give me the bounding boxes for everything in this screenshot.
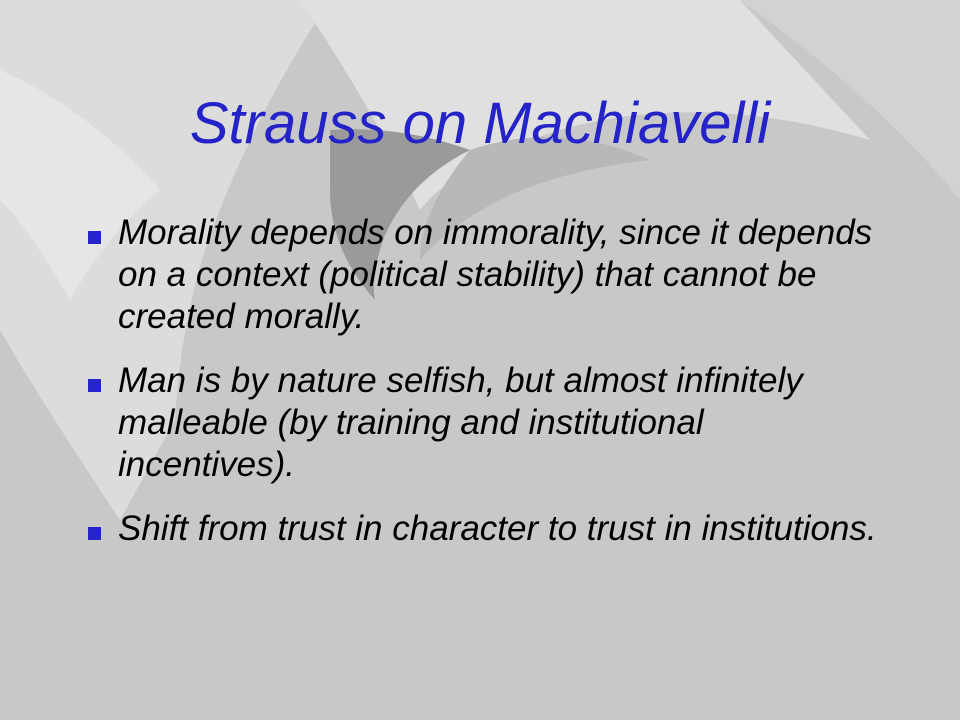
square-bullet-icon	[88, 379, 101, 392]
bullet-text: Man is by nature selfish, but almost infinitely malleable (by training and institutional incentives).	[118, 361, 803, 484]
slide-title: Strauss on Machiavelli	[189, 91, 771, 156]
bullet-list	[88, 212, 888, 572]
bullet-item	[88, 360, 888, 486]
bullet-text: Shift from trust in character to trust in institutions.	[118, 509, 877, 548]
square-bullet-icon	[88, 231, 101, 244]
bullet-text: Morality depends on immorality, since it depends on a context (political stability) that cannot be created morally.	[118, 213, 873, 336]
square-bullet-icon	[88, 527, 101, 540]
bullet-item	[88, 508, 888, 550]
bullet-item	[88, 212, 888, 338]
